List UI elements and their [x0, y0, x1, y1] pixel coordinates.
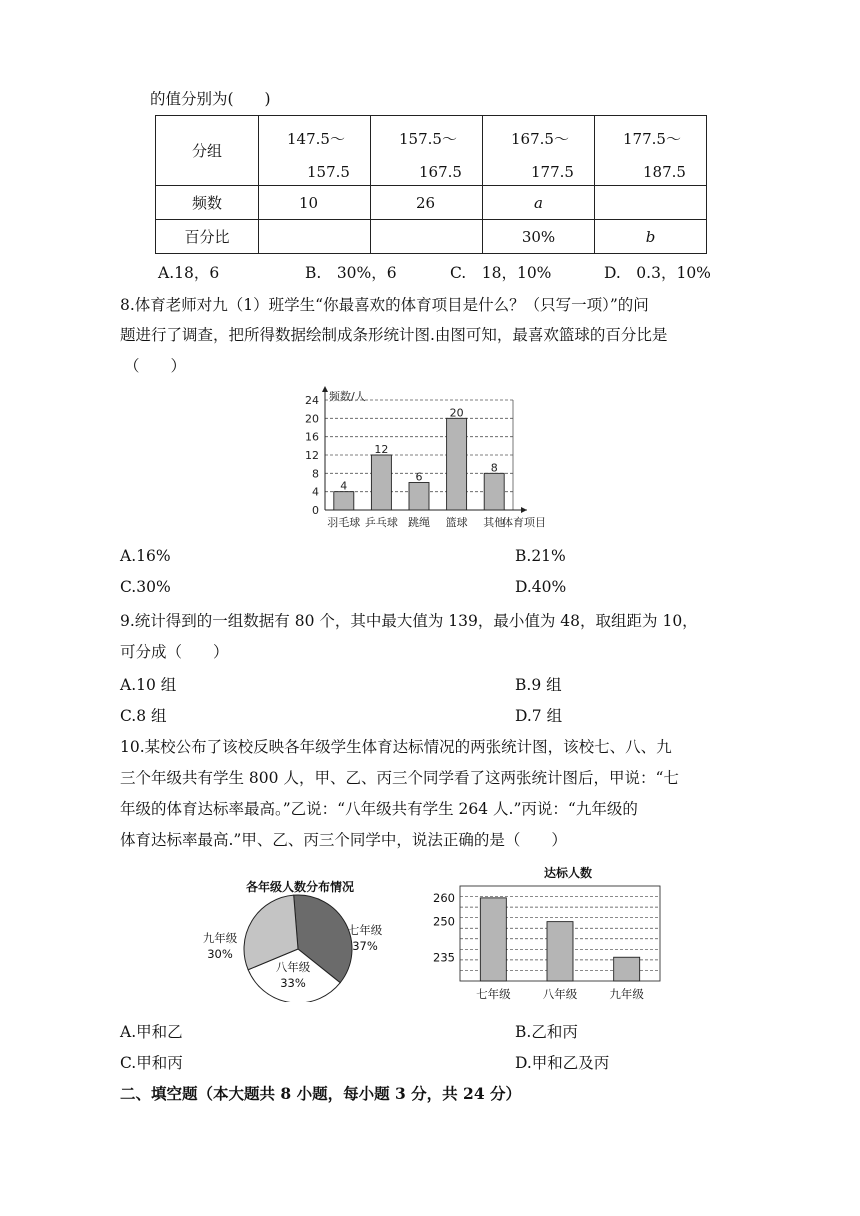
- table-freq-cell: 10: [259, 186, 371, 220]
- q10-stem-line: 体育达标率最高.”甲、乙、丙三个同学中，说法正确的是（ ）: [120, 831, 567, 849]
- q10-option-b: B.乙和丙: [515, 1023, 578, 1041]
- table-range-cell: 147.5～ 157.5: [259, 116, 371, 186]
- table-freq-label: 频数: [156, 186, 259, 220]
- q8-stem-line: 8.体育老师对九（1）班学生“你最喜欢的体育项目是什么？（只写一项）”的问: [120, 296, 649, 314]
- y-tick-label: 260: [433, 890, 455, 905]
- table-pct-cell: [371, 220, 483, 254]
- bar: [334, 492, 354, 510]
- q7-option-c: C. 18，10%: [450, 264, 552, 282]
- x-tick-label: 其他: [483, 516, 506, 529]
- table-pct-cell: [259, 220, 371, 254]
- frequency-table: [155, 115, 707, 254]
- slice-label: 八年级: [275, 960, 311, 974]
- table-freq-cell: a: [483, 186, 595, 220]
- table-pct-label: 百分比: [156, 220, 259, 254]
- table-range-cell: 177.5～ 187.5: [595, 116, 707, 186]
- x-tick-label: 八年级: [542, 987, 578, 1001]
- x-tick-label: 跳绳: [408, 516, 430, 529]
- pass-count-bar-chart: [420, 862, 670, 1002]
- bar: [547, 922, 573, 981]
- x-axis-arrow: [521, 507, 527, 513]
- q8-option-a: A.16%: [120, 547, 171, 565]
- y-tick-label: 8: [312, 467, 319, 481]
- y-tick-label: 16: [305, 430, 319, 444]
- y-tick-label: 12: [305, 449, 319, 462]
- bar: [409, 483, 429, 511]
- x-axis-label: 体育项目: [502, 516, 546, 529]
- data-label: 8: [490, 461, 498, 475]
- data-label: 20: [449, 406, 464, 420]
- x-tick-label: 羽毛球: [327, 516, 361, 529]
- q9-option-d: D.7 组: [515, 707, 563, 725]
- q9-option-b: B.9 组: [515, 676, 562, 694]
- q9-stem-line: 可分成（ ）: [120, 643, 229, 661]
- table-pct-cell: 30%: [483, 220, 595, 254]
- pie-title: 各年级人数分布情况: [245, 880, 355, 894]
- y-axis-arrow: [322, 386, 328, 392]
- data-label: 12: [374, 443, 389, 456]
- q10-stem-line: 年级的体育达标率最高。”乙说：“八年级共有学生 264 人.”丙说：“九年级的: [120, 800, 638, 818]
- q8-stem-line: （ ）: [124, 357, 187, 375]
- slice-percent: 37%: [352, 939, 378, 953]
- y-tick-label: 24: [305, 394, 319, 407]
- q8-option-d: D.40%: [515, 578, 567, 596]
- y-tick-label: 235: [433, 950, 455, 965]
- q10-option-d: D.甲和乙及丙: [515, 1054, 610, 1072]
- sports-bar-chart: [285, 385, 580, 535]
- x-tick-label: 九年级: [609, 987, 644, 1001]
- q9-option-a: A.10 组: [120, 676, 177, 694]
- q7-option-b: B. 30%，6: [305, 264, 397, 282]
- y-axis-label: 频数/人: [329, 390, 366, 403]
- q9-option-c: C.8 组: [120, 707, 167, 725]
- section-title: 二、填空题（本大题共 8 小题，每小题 3 分，共 24 分）: [120, 1084, 522, 1103]
- bar: [484, 473, 504, 510]
- x-tick-label: 乒乓球: [364, 516, 398, 529]
- q10-stem-line: 三个年级共有学生 800 人，甲、乙、丙三个同学看了这两张统计图后，甲说：“七: [120, 769, 679, 787]
- table-header-label: 分组: [156, 116, 259, 186]
- table-range-cell: 157.5～ 167.5: [371, 116, 483, 186]
- q9-stem-line: 9.统计得到的一组数据有 80 个，其中最大值为 139，最小值为 48，取组距为 10，: [120, 612, 698, 630]
- bar: [480, 898, 506, 981]
- q8-option-c: C.30%: [120, 578, 171, 596]
- q10-option-c: C.甲和丙: [120, 1054, 183, 1072]
- x-tick-label: 七年级: [476, 987, 511, 1001]
- bar: [371, 455, 391, 510]
- y-tick-label: 20: [305, 412, 319, 426]
- q7-stem-tail: 的值分别为( ): [150, 90, 271, 108]
- q10-option-a: A.甲和乙: [120, 1023, 183, 1041]
- q7-option-a: A.18，6: [158, 264, 220, 282]
- x-tick-label: 篮球: [445, 516, 468, 529]
- slice-percent: 30%: [207, 947, 233, 961]
- table-range-cell: 167.5～ 177.5: [483, 116, 595, 186]
- data-label: 4: [340, 479, 348, 493]
- y-tick-label: 0: [312, 504, 319, 517]
- y-tick-label: 250: [433, 914, 455, 929]
- slice-label: 七年级: [347, 923, 383, 937]
- y-tick-label: 4: [312, 485, 319, 499]
- slice-percent: 33%: [280, 976, 306, 990]
- bar: [447, 418, 467, 510]
- data-label: 6: [415, 470, 423, 484]
- table-freq-cell: 26: [371, 186, 483, 220]
- slice-label: 九年级: [202, 931, 238, 945]
- q8-stem-line: 题进行了调查，把所得数据绘制成条形统计图.由图可知，最喜欢篮球的百分比是: [120, 326, 668, 344]
- table-pct-cell: b: [595, 220, 707, 254]
- grade-pie-chart: [195, 872, 405, 1002]
- q10-stem-line: 10.某校公布了该校反映各年级学生体育达标情况的两张统计图，该校七、八、九: [120, 738, 672, 756]
- table-freq-cell: [595, 186, 707, 220]
- q8-option-b: B.21%: [515, 547, 566, 565]
- q7-option-d: D. 0.3，10%: [604, 264, 711, 282]
- bar: [614, 957, 640, 981]
- bar-chart-title: 达标人数: [543, 866, 593, 880]
